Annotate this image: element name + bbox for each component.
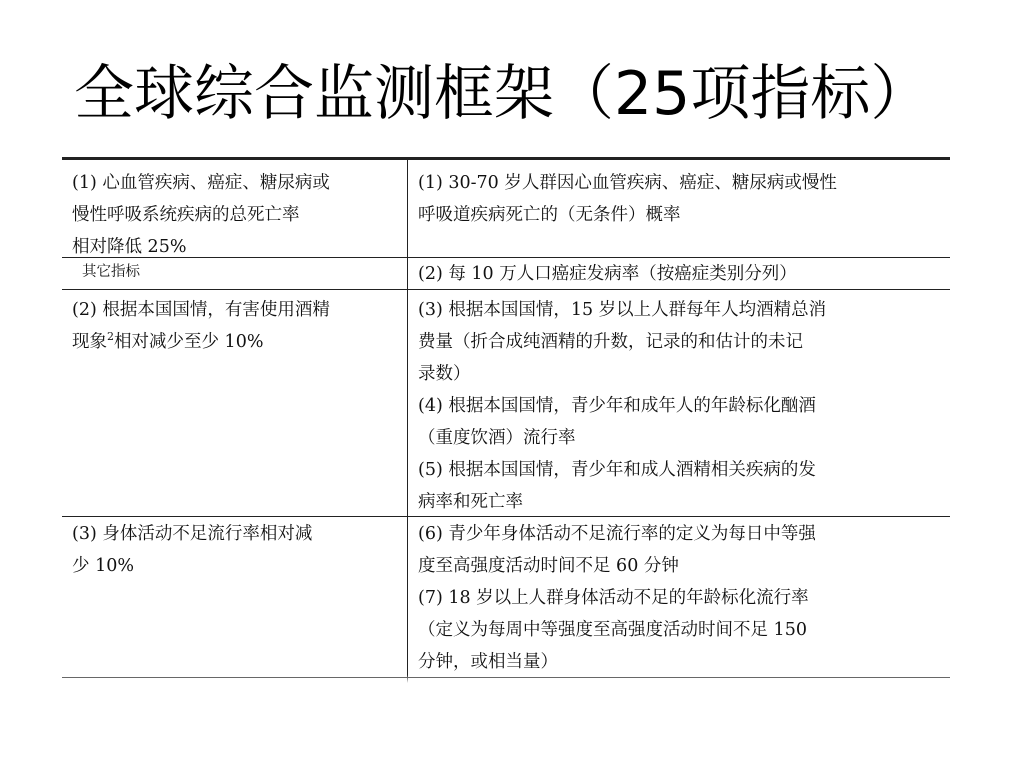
cell-text-line: (2) 根据本国国情，有害使用酒精 (72, 300, 330, 320)
cell-text-line: (1) 心血管疾病、癌症、糖尿病或 (72, 173, 330, 193)
cell-text-line: （重度饮酒）流行率 (418, 428, 576, 448)
cell-text-line-with-superscript (72, 326, 330, 358)
cell-text-line: 度至高强度活动时间不足 60 分钟 (418, 556, 679, 576)
cell-text-fragment: 相对减少至少 10% (114, 332, 264, 352)
cell-text-line: (2) 每 10 万人口癌症发病率（按癌症类别分列） (418, 264, 797, 284)
cell-text-line: (3) 根据本国国情，15 岁以上人群每年人均酒精总消 (418, 300, 827, 320)
table-cell-left-row4 (72, 518, 312, 582)
footnote-marker: 2 (107, 330, 114, 344)
cell-text-line: 相对降低 25% (72, 237, 187, 257)
cell-text-line: 少 10% (72, 556, 134, 576)
cell-text-line: (5) 根据本国国情，青少年和成人酒精相关疾病的发 (418, 460, 816, 480)
cell-text-line: (1) 30-70 岁人群因心血管疾病、癌症、糖尿病或慢性 (418, 173, 837, 193)
cell-text-line: 慢性呼吸系统疾病的总死亡率 (72, 205, 300, 225)
cell-text-line: 其它指标 (82, 264, 140, 280)
cell-text-line: （定义为每周中等强度至高强度活动时间不足 150 (418, 620, 807, 640)
indicator-table (62, 157, 950, 683)
table-row-divider (62, 516, 950, 517)
table-column-divider (407, 160, 408, 683)
cell-text-line: 录数） (418, 364, 471, 384)
cell-text-line: 呼吸道疾病死亡的（无条件）概率 (418, 205, 681, 225)
table-cell-right-row1 (418, 167, 837, 231)
table-cell-right-row4 (418, 518, 816, 678)
table-cell-left-row1 (72, 167, 330, 263)
cell-text-line: (7) 18 岁以上人群身体活动不足的年龄标化流行率 (418, 588, 809, 608)
table-cell-left-row3 (72, 294, 330, 358)
table-top-rule (62, 157, 950, 160)
table-cell-left-row2 (82, 259, 140, 285)
cell-text-line: 费量（折合成纯酒精的升数，记录的和估计的未记 (418, 332, 803, 352)
slide-title: 全球综合监测框架（25项指标） (74, 59, 931, 129)
table-row-divider (62, 289, 950, 290)
cell-text-line: 病率和死亡率 (418, 492, 523, 512)
cropped-edge (62, 675, 950, 683)
cell-text-line: (4) 根据本国国情，青少年和成年人的年龄标化酗酒 (418, 396, 816, 416)
cell-text-line: (6) 青少年身体活动不足流行率的定义为每日中等强 (418, 524, 816, 544)
table-cell-right-row3 (418, 294, 826, 518)
cell-text-fragment: 现象 (72, 332, 107, 352)
cell-text-line: 分钟，或相当量） (418, 652, 558, 672)
cell-text-line: (3) 身体活动不足流行率相对减 (72, 524, 313, 544)
table-cell-right-row2 (418, 258, 797, 290)
